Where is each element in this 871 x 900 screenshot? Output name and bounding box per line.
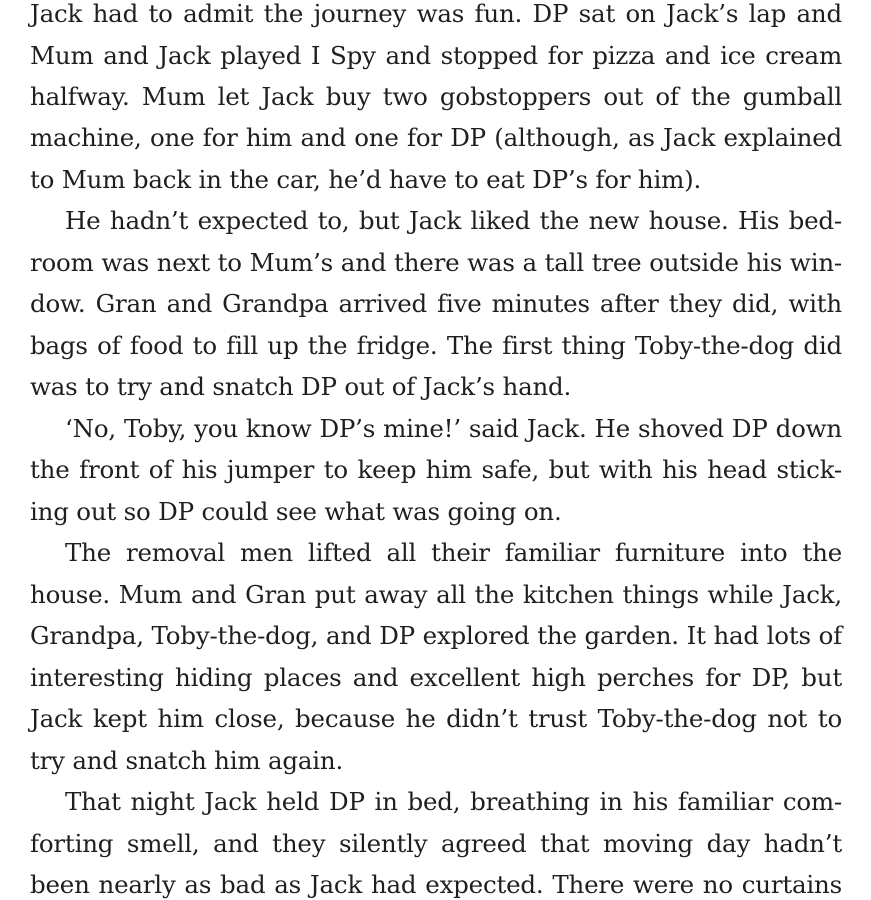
text-line: halfway. Mum let Jack buy two gobstoppers out of the gumball <box>30 82 842 111</box>
text-line: house. Mum and Gran put away all the kitchen things while Jack, <box>30 580 842 609</box>
text-line: That night Jack held DP in bed, breathing in his familiar com- <box>65 787 842 816</box>
text-line: ‘No, Toby, you know DP’s mine!’ said Jack. He shoved DP down <box>65 414 842 443</box>
text-line: He hadn’t expected to, but Jack liked the new house. His bed- <box>65 206 842 235</box>
text-line: forting smell, and they silently agreed that moving day hadn’t <box>30 829 842 858</box>
text-line: to Mum back in the car, he’d have to eat DP’s for him). <box>30 165 702 194</box>
text-line: The removal men lifted all their familiar furniture into the <box>65 538 842 567</box>
text-line: Grandpa, Toby-the-dog, and DP explored the garden. It had lots of <box>30 621 842 650</box>
text-line: Mum and Jack played I Spy and stopped for pizza and ice cream <box>30 41 842 70</box>
text-line: dow. Gran and Grandpa arrived five minutes after they did, with <box>30 289 842 318</box>
text-line: was to try and snatch DP out of Jack’s hand. <box>30 372 572 401</box>
text-line: been nearly as bad as Jack had expected. There were no curtains <box>30 870 842 899</box>
text-line: the front of his jumper to keep him safe, but with his head stick- <box>30 455 842 484</box>
text-line: interesting hiding places and excellent high perches for DP, but <box>30 663 842 692</box>
text-line: bags of food to fill up the fridge. The first thing Toby-the-dog did <box>30 331 842 360</box>
text-line: try and snatch him again. <box>30 746 344 775</box>
text-line: room was next to Mum’s and there was a tall tree outside his win- <box>30 248 842 277</box>
text-line: machine, one for him and one for DP (although, as Jack explained <box>30 123 842 152</box>
text-line: Jack kept him close, because he didn’t trust Toby-the-dog not to <box>30 704 842 733</box>
text-line: Jack had to admit the journey was fun. DP sat on Jack’s lap and <box>30 0 842 28</box>
text-line: ing out so DP could see what was going on. <box>30 497 562 526</box>
